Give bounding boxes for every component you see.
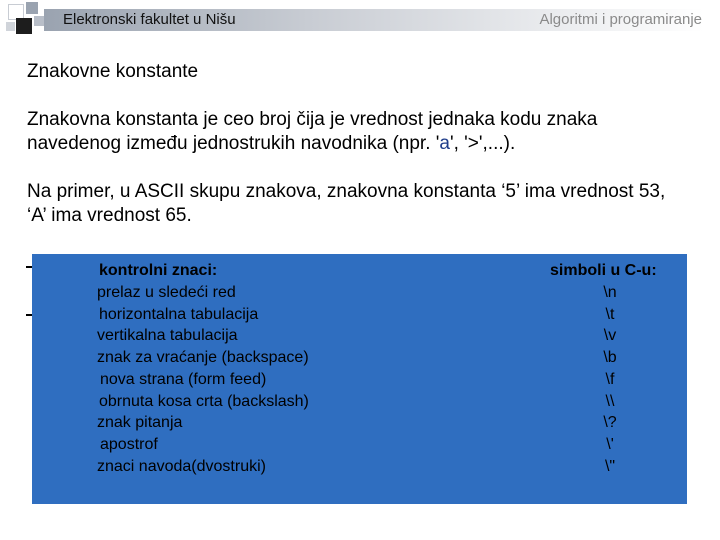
table-row-desc: apostrof [100,436,158,453]
table-row-desc: znaci navoda(dvostruki) [97,458,266,475]
right-column-header: simboli u C-u: [550,262,657,279]
text-line: Na primer, u ASCII skupu znakova, znakovna konstanta ‘5’ ima vrednost 53, [27,181,666,202]
table-row-code: \" [604,458,616,475]
paragraph-definition [27,108,717,156]
text-line: ‘A’ ima vrednost 65. [27,205,192,226]
table-row-desc: horizontalna tabulacija [99,306,259,323]
table-row-desc: obrnuta kosa crta (backslash) [99,393,309,410]
table-row-code: \\ [605,393,615,410]
left-column-header: kontrolni znaci: [99,262,218,279]
header-course: Algoritmi i programiranje [539,11,702,28]
square-decoration [26,2,38,14]
slide-title: Znakovne konstante [27,61,199,82]
table-row-desc: znak za vraćanje (backspace) [97,349,309,366]
table-row-code: \' [606,436,614,453]
table-row-code: \n [603,284,617,301]
square-decoration [34,16,44,26]
table-row-code: \v [603,327,617,344]
text-line: Znakovna konstanta je ceo broj čija je vrednost jednaka kodu znaka [27,109,598,130]
table-row-code: \? [603,414,617,431]
square-decoration [6,22,15,31]
table-row-desc: znak pitanja [97,414,183,431]
paragraph-example [27,180,717,228]
table-row-desc: vertikalna tabulacija [97,327,238,344]
header-institution: Elektronski fakultet u Nišu [63,11,236,28]
table-row-code: \f [605,371,615,388]
table-row-desc: nova strana (form feed) [100,371,267,388]
example-char: a [439,133,450,154]
text-line: navedenog između jednostrukih navodnika (npr. ' [27,133,440,154]
table-row-desc: prelaz u sledeći red [97,284,236,301]
text-line: ', '>',...). [449,133,516,154]
table-row-code: \t [605,306,615,323]
table-row-code: \b [603,349,617,366]
square-decoration [16,18,32,34]
